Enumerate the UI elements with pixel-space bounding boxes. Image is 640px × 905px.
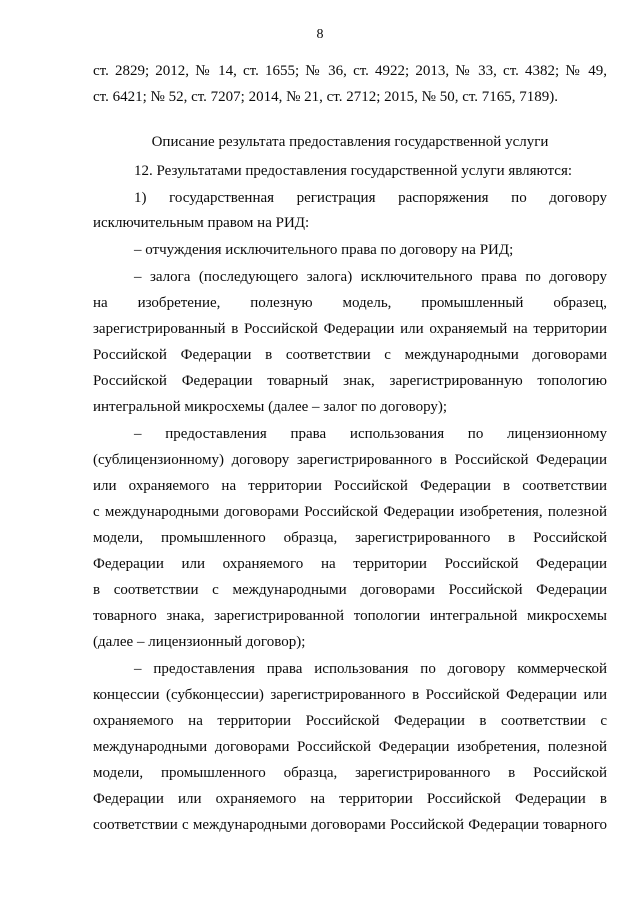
dash-item-3-line: модели, промышленного образца, зарегистрированного в Российской (93, 530, 607, 546)
page-number: 8 (316, 27, 324, 42)
dash-item-3-line: (сублицензионному) договору зарегистрированного в Российской Федерации (93, 452, 607, 468)
dash-item-3-line: с международными договорами Российской Федерации изобретения, полезной (93, 504, 607, 520)
dash-item-1: – отчуждения исключительного права по договору на РИД; (134, 242, 514, 258)
dash-item-4-line: модели, промышленного образца, зарегистрированного в Российской (93, 765, 607, 781)
item-1-line: исключительным правом на РИД: (93, 215, 310, 231)
dash-item-3-line: в соответствии с международными договорами Российской Федерации (93, 582, 607, 598)
paragraph-12: 12. Результатами предоставления государственной услуги являются: (134, 163, 573, 179)
section-heading: Описание результата предоставления государственной услуги (151, 134, 549, 150)
intro-line: ст. 2829; 2012, № 14, ст. 1655; № 36, ст. 4922; 2013, № 33, ст. 4382; № 49, (93, 63, 607, 79)
dash-item-3-line: товарного знака, зарегистрированной топологии интегральной микросхемы (93, 608, 607, 624)
dash-item-3-line: (далее – лицензионный договор); (93, 634, 306, 650)
dash-item-2-line: – залога (последующего залога) исключительного права по договору (134, 269, 607, 285)
dash-item-4-line: охраняемого на территории Российской Федерации в соответствии с (93, 713, 607, 729)
dash-item-4-line: – предоставления права использования по договору коммерческой (134, 661, 607, 677)
dash-item-4-line: соответствии с международными договорами Российской Федерации товарного (93, 817, 607, 833)
dash-item-2-line: Российской Федерации в соответствии с международными договорами (93, 347, 607, 363)
dash-item-2-line: Российской Федерации товарный знак, зарегистрированную топологию (93, 373, 607, 389)
dash-item-2-line: интегральной микросхемы (далее – залог по договору); (93, 399, 448, 415)
dash-item-3-line: или охраняемого на территории Российской Федерации в соответствии (93, 478, 607, 494)
dash-item-2-line: зарегистрированный в Российской Федерации или охраняемый на территории (93, 321, 607, 337)
intro-line: ст. 6421; № 52, ст. 7207; 2014, № 21, ст. 2712; 2015, № 50, ст. 7165, 7189). (93, 89, 559, 105)
dash-item-4-line: Федерации или охраняемого на территории Российской Федерации в (93, 791, 607, 807)
dash-item-2-line: на изобретение, полезную модель, промышленный образец, (93, 295, 607, 311)
dash-item-3-line: Федерации или охраняемого на территории Российской Федерации (93, 556, 607, 572)
item-1-line: 1) государственная регистрация распоряжения по договору (134, 190, 607, 206)
dash-item-3-line: – предоставления права использования по лицензионному (134, 426, 607, 442)
dash-item-4-line: международными договорами Российской Федерации изобретения, полезной (93, 739, 607, 755)
dash-item-4-line: концессии (субконцессии) зарегистрированного в Российской Федерации или (93, 687, 607, 703)
